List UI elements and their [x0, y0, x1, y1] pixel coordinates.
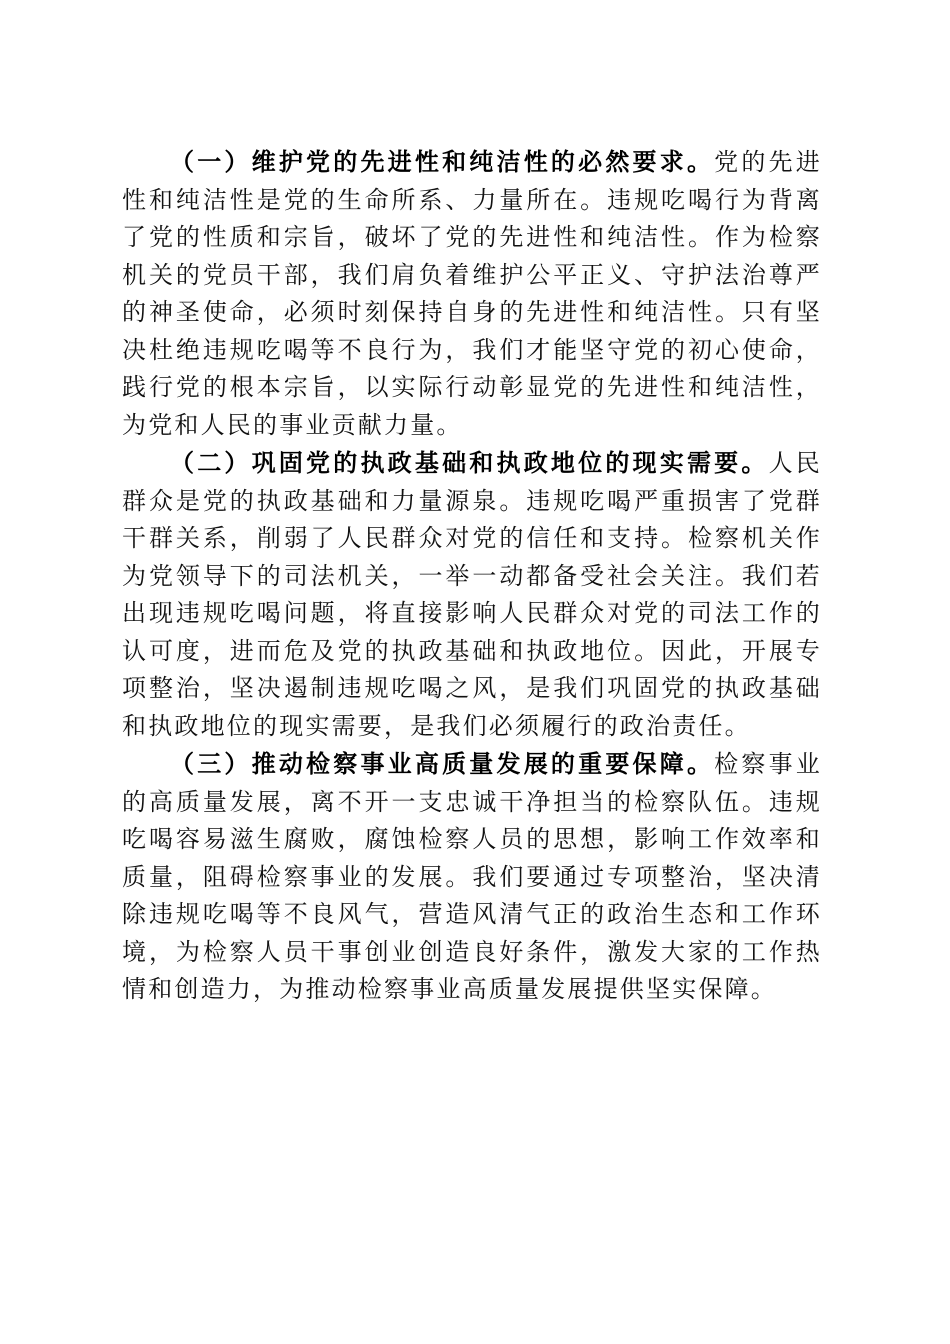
paragraph-1: [122, 143, 822, 444]
paragraph-3-heading: （三）推动检察事业高质量发展的重要保障。: [170, 749, 715, 778]
paragraph-1-text: 党的先进性和纯洁性是党的生命所系、力量所在。违规吃喝行为背离了党的性质和宗旨，破坏了党的先进性和纯洁性。作为检察机关的党员干部，我们肩负着维护公平正义、守护法治尊严的神圣使命，必须时刻保持自身的先进性和纯洁性。只有坚决杜绝违规吃喝等不良行为，我们才能坚守党的初心使命，践行党的根本宗旨，以实际行动彰显党的先进性和纯洁性，为党和人民的事业贡献力量。: [122, 148, 822, 439]
paragraph-3-text: 检察事业的高质量发展，离不开一支忠诚干净担当的检察队伍。违规吃喝容易滋生腐败，腐蚀检察人员的思想，影响工作效率和质量，阻碍检察事业的发展。我们要通过专项整治，坚决清除违规吃喝等不良风气，营造风清气正的政治生态和工作环境，为检察人员干事创业创造良好条件，激发大家的工作热情和创造力，为推动检察事业高质量发展提供坚实保障。: [122, 750, 822, 1003]
paragraph-3: [122, 745, 822, 1009]
paragraph-2: [122, 444, 822, 745]
paragraph-1-heading: （一）维护党的先进性和纯洁性的必然要求。: [170, 147, 715, 176]
paragraph-2-text: 人民群众是党的执政基础和力量源泉。违规吃喝严重损害了党群干群关系，削弱了人民群众对党的信任和支持。检察机关作为党领导下的司法机关，一举一动都备受社会关注。我们若出现违规吃喝问题，将直接影响人民群众对党的司法工作的认可度，进而危及党的执政基础和执政地位。因此，开展专项整治，坚决遏制违规吃喝之风，是我们巩固党的执政基础和执政地位的现实需要，是我们必须履行的政治责任。: [122, 449, 822, 740]
paragraph-2-heading: （二）巩固党的执政基础和执政地位的现实需要。: [170, 448, 769, 477]
document-body: [122, 143, 822, 1009]
